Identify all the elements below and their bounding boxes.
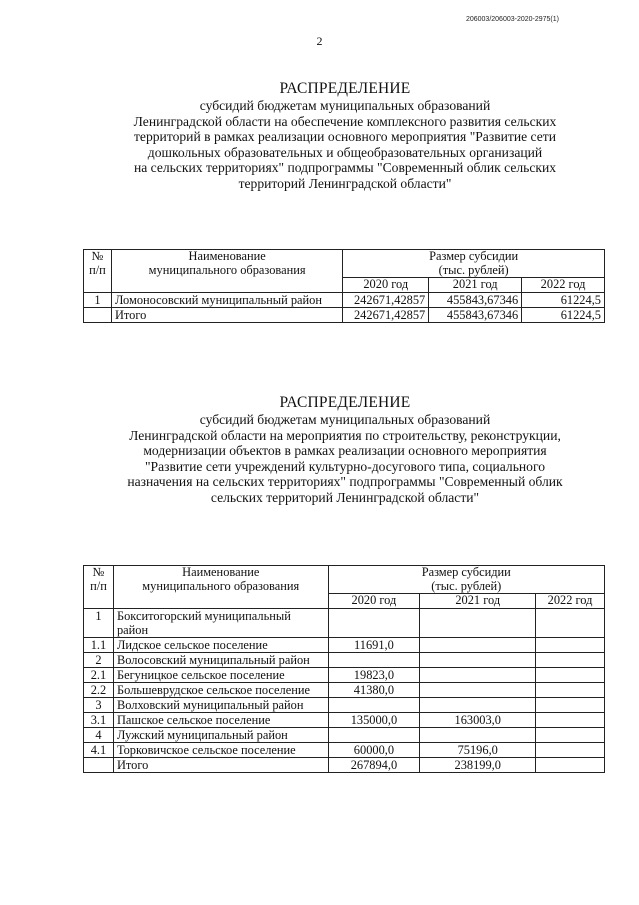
year-2020-header: 2020 год xyxy=(328,594,420,609)
table-row xyxy=(84,742,605,757)
row-2022 xyxy=(536,667,605,682)
header-name-cell xyxy=(113,566,328,609)
header-name-line: Наименование xyxy=(188,249,266,263)
section2-text xyxy=(60,412,630,506)
table-row xyxy=(84,727,605,742)
section1-line: территорий Ленинградской области" xyxy=(238,175,452,191)
row-2022 xyxy=(536,712,605,727)
row-2021 xyxy=(420,682,536,697)
year-2021-header: 2021 год xyxy=(420,594,536,609)
table-row xyxy=(84,292,605,307)
row-2022 xyxy=(536,697,605,712)
row-2022 xyxy=(536,637,605,652)
row-2021 xyxy=(420,727,536,742)
row-2020: 242671,42857 xyxy=(343,292,429,307)
row-num: 2 xyxy=(84,652,114,667)
total-label: Итого xyxy=(113,757,328,772)
row-name: Волосовский муниципальный район xyxy=(113,652,328,667)
row-name: Бегуницкое сельское поселение xyxy=(113,667,328,682)
year-2021-header: 2021 год xyxy=(429,278,522,293)
header-num-line: п/п xyxy=(89,262,106,277)
section1-line: на сельских территориях" подпрограммы "Современный облик сельских xyxy=(133,160,557,176)
header-subsidy-line: (тыс. рублей) xyxy=(438,262,509,277)
row-name xyxy=(113,608,328,637)
row-2020: 11691,0 xyxy=(328,637,420,652)
row-2020 xyxy=(328,608,420,637)
header-subsidy-line: Размер субсидии xyxy=(421,565,511,579)
header-num-cell xyxy=(84,250,112,293)
header-name-cell xyxy=(111,250,342,293)
row-num: 1.1 xyxy=(84,637,114,652)
row-name: Ломоносовский муниципальный район xyxy=(111,292,342,307)
section2-line: Ленинградской области на мероприятия по строительству, реконструкции, xyxy=(129,427,561,443)
row-name: Большеврудское сельское поселение xyxy=(113,682,328,697)
section2-line: сельских территорий Ленинградской области" xyxy=(210,489,480,505)
row-name-line: район xyxy=(116,622,149,637)
section1-line: Ленинградской области на обеспечение комплексного развития сельских xyxy=(133,113,557,129)
total-2020: 242671,42857 xyxy=(343,307,429,322)
table-header-row xyxy=(84,566,605,594)
table-row xyxy=(84,667,605,682)
header-num-line: № xyxy=(92,565,105,579)
row-2022 xyxy=(536,742,605,757)
row-num: 2.2 xyxy=(84,682,114,697)
total-2021: 238199,0 xyxy=(420,757,536,772)
row-2020 xyxy=(328,727,420,742)
row-2022: 61224,5 xyxy=(522,292,605,307)
row-num: 2.1 xyxy=(84,667,114,682)
header-subsidy-cell xyxy=(343,250,605,278)
year-2020-header: 2020 год xyxy=(343,278,429,293)
table-header-row xyxy=(84,250,605,278)
table-row xyxy=(84,712,605,727)
year-2022-header: 2022 год xyxy=(522,278,605,293)
row-2020 xyxy=(328,697,420,712)
row-2021 xyxy=(420,637,536,652)
header-num-cell xyxy=(84,566,114,609)
section2-title: РАСПРЕДЕЛЕНИЕ xyxy=(279,394,411,411)
section1-line: дошкольных образовательных и общеобразовательных организаций xyxy=(147,144,543,160)
row-name: Лидское сельское поселение xyxy=(113,637,328,652)
section1-text xyxy=(60,98,630,192)
row-2021: 163003,0 xyxy=(420,712,536,727)
row-2020: 135000,0 xyxy=(328,712,420,727)
section2-line: назначения на сельских территориях" подпрограммы "Современный облик xyxy=(127,474,563,490)
total-row xyxy=(84,307,605,322)
table-row xyxy=(84,652,605,667)
section2-table xyxy=(83,565,605,773)
row-2021 xyxy=(420,697,536,712)
total-num xyxy=(84,307,112,322)
year-2022-header: 2022 год xyxy=(536,594,605,609)
header-subsidy-line: (тыс. рублей) xyxy=(431,578,502,593)
section2-line: субсидий бюджетам муниципальных образований xyxy=(199,412,491,427)
header-num-line: п/п xyxy=(90,578,107,593)
section1-title: РАСПРЕДЕЛЕНИЕ xyxy=(279,80,411,97)
row-2020: 60000,0 xyxy=(328,742,420,757)
row-2020: 41380,0 xyxy=(328,682,420,697)
section1-line: территорий в рамках реализации основного мероприятия "Развитие сети xyxy=(133,129,557,145)
row-name: Лужский муниципальный район xyxy=(113,727,328,742)
row-num: 1 xyxy=(84,292,112,307)
section1-table xyxy=(83,249,605,323)
row-2020 xyxy=(328,652,420,667)
row-2021: 455843,67346 xyxy=(429,292,522,307)
row-num: 3.1 xyxy=(84,712,114,727)
row-num: 1 xyxy=(84,608,114,637)
table-row xyxy=(84,637,605,652)
row-name: Пашское сельское поселение xyxy=(113,712,328,727)
row-name-line: Бокситогорский муниципальный xyxy=(116,608,291,623)
header-name-line: муниципального образования xyxy=(142,578,300,593)
row-2020: 19823,0 xyxy=(328,667,420,682)
table-row xyxy=(84,682,605,697)
header-name-line: Наименование xyxy=(182,565,260,579)
section2-line: "Развитие сети учреждений культурно-досугового типа, социального xyxy=(145,458,545,474)
table-row xyxy=(84,608,605,637)
total-row xyxy=(84,757,605,772)
row-2021 xyxy=(420,608,536,637)
header-name-line: муниципального образования xyxy=(148,262,306,277)
total-2022 xyxy=(536,757,605,772)
total-2022: 61224,5 xyxy=(522,307,605,322)
row-2022 xyxy=(536,682,605,697)
row-2021 xyxy=(420,652,536,667)
row-2022 xyxy=(536,608,605,637)
row-name: Торковичское сельское поселение xyxy=(113,742,328,757)
section2-line: модернизации объектов в рамках реализации основного мероприятия xyxy=(143,443,547,459)
row-2021: 75196,0 xyxy=(420,742,536,757)
section1-heading xyxy=(60,80,630,192)
page-number: 2 xyxy=(316,34,323,48)
header-subsidy-cell xyxy=(328,566,604,594)
row-2022 xyxy=(536,652,605,667)
row-2022 xyxy=(536,727,605,742)
row-2021 xyxy=(420,667,536,682)
row-name: Волховский муниципальный район xyxy=(113,697,328,712)
header-num-line: № xyxy=(91,249,104,263)
total-2021: 455843,67346 xyxy=(429,307,522,322)
section2-heading xyxy=(60,394,630,506)
total-num xyxy=(84,757,114,772)
total-label: Итого xyxy=(111,307,342,322)
table-row xyxy=(84,697,605,712)
header-subsidy-line: Размер субсидии xyxy=(429,249,519,263)
row-num: 4.1 xyxy=(84,742,114,757)
document-id: 206003/206003-2020-2975(1) xyxy=(465,16,559,23)
row-num: 3 xyxy=(84,697,114,712)
total-2020: 267894,0 xyxy=(328,757,420,772)
section1-line: субсидий бюджетам муниципальных образований xyxy=(199,98,491,113)
row-num: 4 xyxy=(84,727,114,742)
